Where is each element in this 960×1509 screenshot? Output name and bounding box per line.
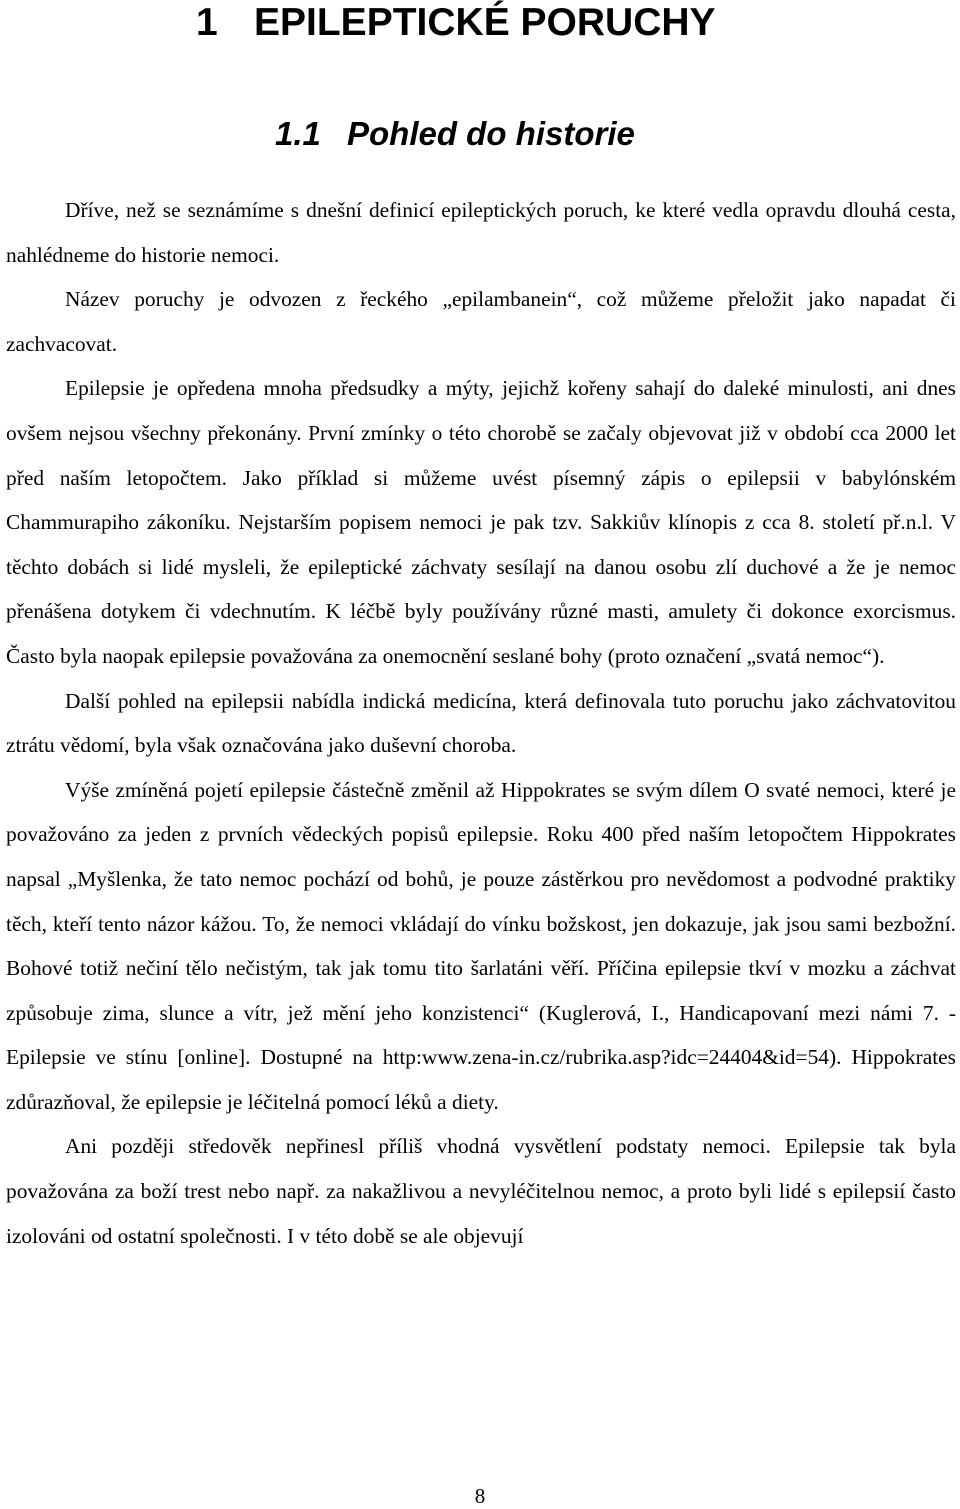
body-text: [6, 188, 956, 1258]
page-number: 8: [474, 1484, 486, 1508]
paragraph: Dříve, než se seznámíme s dnešní definicí epileptických poruch, ke které vedla opravdu dlouhá cesta, nahlédneme do historie nemoci.: [6, 198, 956, 267]
section-heading: [275, 112, 635, 156]
paragraph: Výše zmíněná pojetí epilepsie částečně změnil až Hippokrates se svým dílem O svaté nemoci, které je považováno za jeden z prvních vědeckých popisů epilepsie. Roku 400 před naším letopočtem Hippokrates napsal „Myšlenka, že tato nemoc pochází od bohů, je pouze zástěrkou pro nevědomost a podvodné praktiky těch, kteří tento názor kážou. To, že nemoci vkládají do vínku božskost, jen dokazuje, jak jsou sami bezbožní. Bohové totiž nečiní tělo nečistým, tak jak tomu tito šarlatáni věří. Příčina epilepsie tkví v mozku a záchvat způsobuje zima, slunce a vítr, jež mění jeho konzistenci“ (Kuglerová, I., Handicapovaní mezi námi 7. - Epilepsie ve stínu [online]. Dostupné na http:www.zena-in.cz/rubrika.asp?idc=24404&id=54). Hippokrates zdůrazňoval, že epilepsie je léčitelná pomocí léků a diety.: [6, 777, 956, 1114]
section-number: 1.1: [275, 115, 321, 152]
paragraph: Název poruchy je odvozen z řeckého „epilambanein“, což můžeme přeložit jako napadat či zachvacovat.: [6, 287, 956, 356]
paragraph: Další pohled na epilepsii nabídla indická medicína, která definovala tuto poruchu jako záchvatovitou ztrátu vědomí, byla však označována jako duševní choroba.: [6, 688, 956, 758]
paragraph: Epilepsie je opředena mnoha předsudky a mýty, jejichž kořeny sahají do daleké minulosti, ani dnes ovšem nejsou všechny překonány. První zmínky o této chorobě se začaly objevovat již v období cca 2000 let před naším letopočtem. Jako příklad si můžeme uvést písemný zápis o epilepsii v babylónském Chammurapiho zákoníku. Nejstarším popisem nemoci je pak tzv. Sakkiův klínopis z cca 8. století př.n.l. V těchto dobách si lidé mysleli, že epileptické záchvaty sesílají na danou osobu zlí duchové a že je nemoc přenášena dotykem či vdechnutím. K léčbě byly používány různé masti, amulety či dokonce exorcismus. Často byla naopak epilepsie považována za onemocnění seslané bohy (proto označení „svatá nemoc“).: [6, 376, 956, 668]
paragraph: Ani později středověk nepřinesl příliš vhodná vysvětlení podstaty nemoci. Epilepsie tak byla považována za boží trest nebo např. za nakažlivou a nevyléčitelnou nemoc, a proto byli lidé s epilepsií často izolováni od ostatní společnosti. I v této době se ale objevují: [6, 1134, 956, 1248]
section-title: Pohled do historie: [347, 115, 635, 152]
chapter-heading: [196, 0, 716, 48]
chapter-number: 1: [196, 1, 218, 44]
chapter-title: EPILEPTICKÉ PORUCHY: [254, 1, 716, 44]
